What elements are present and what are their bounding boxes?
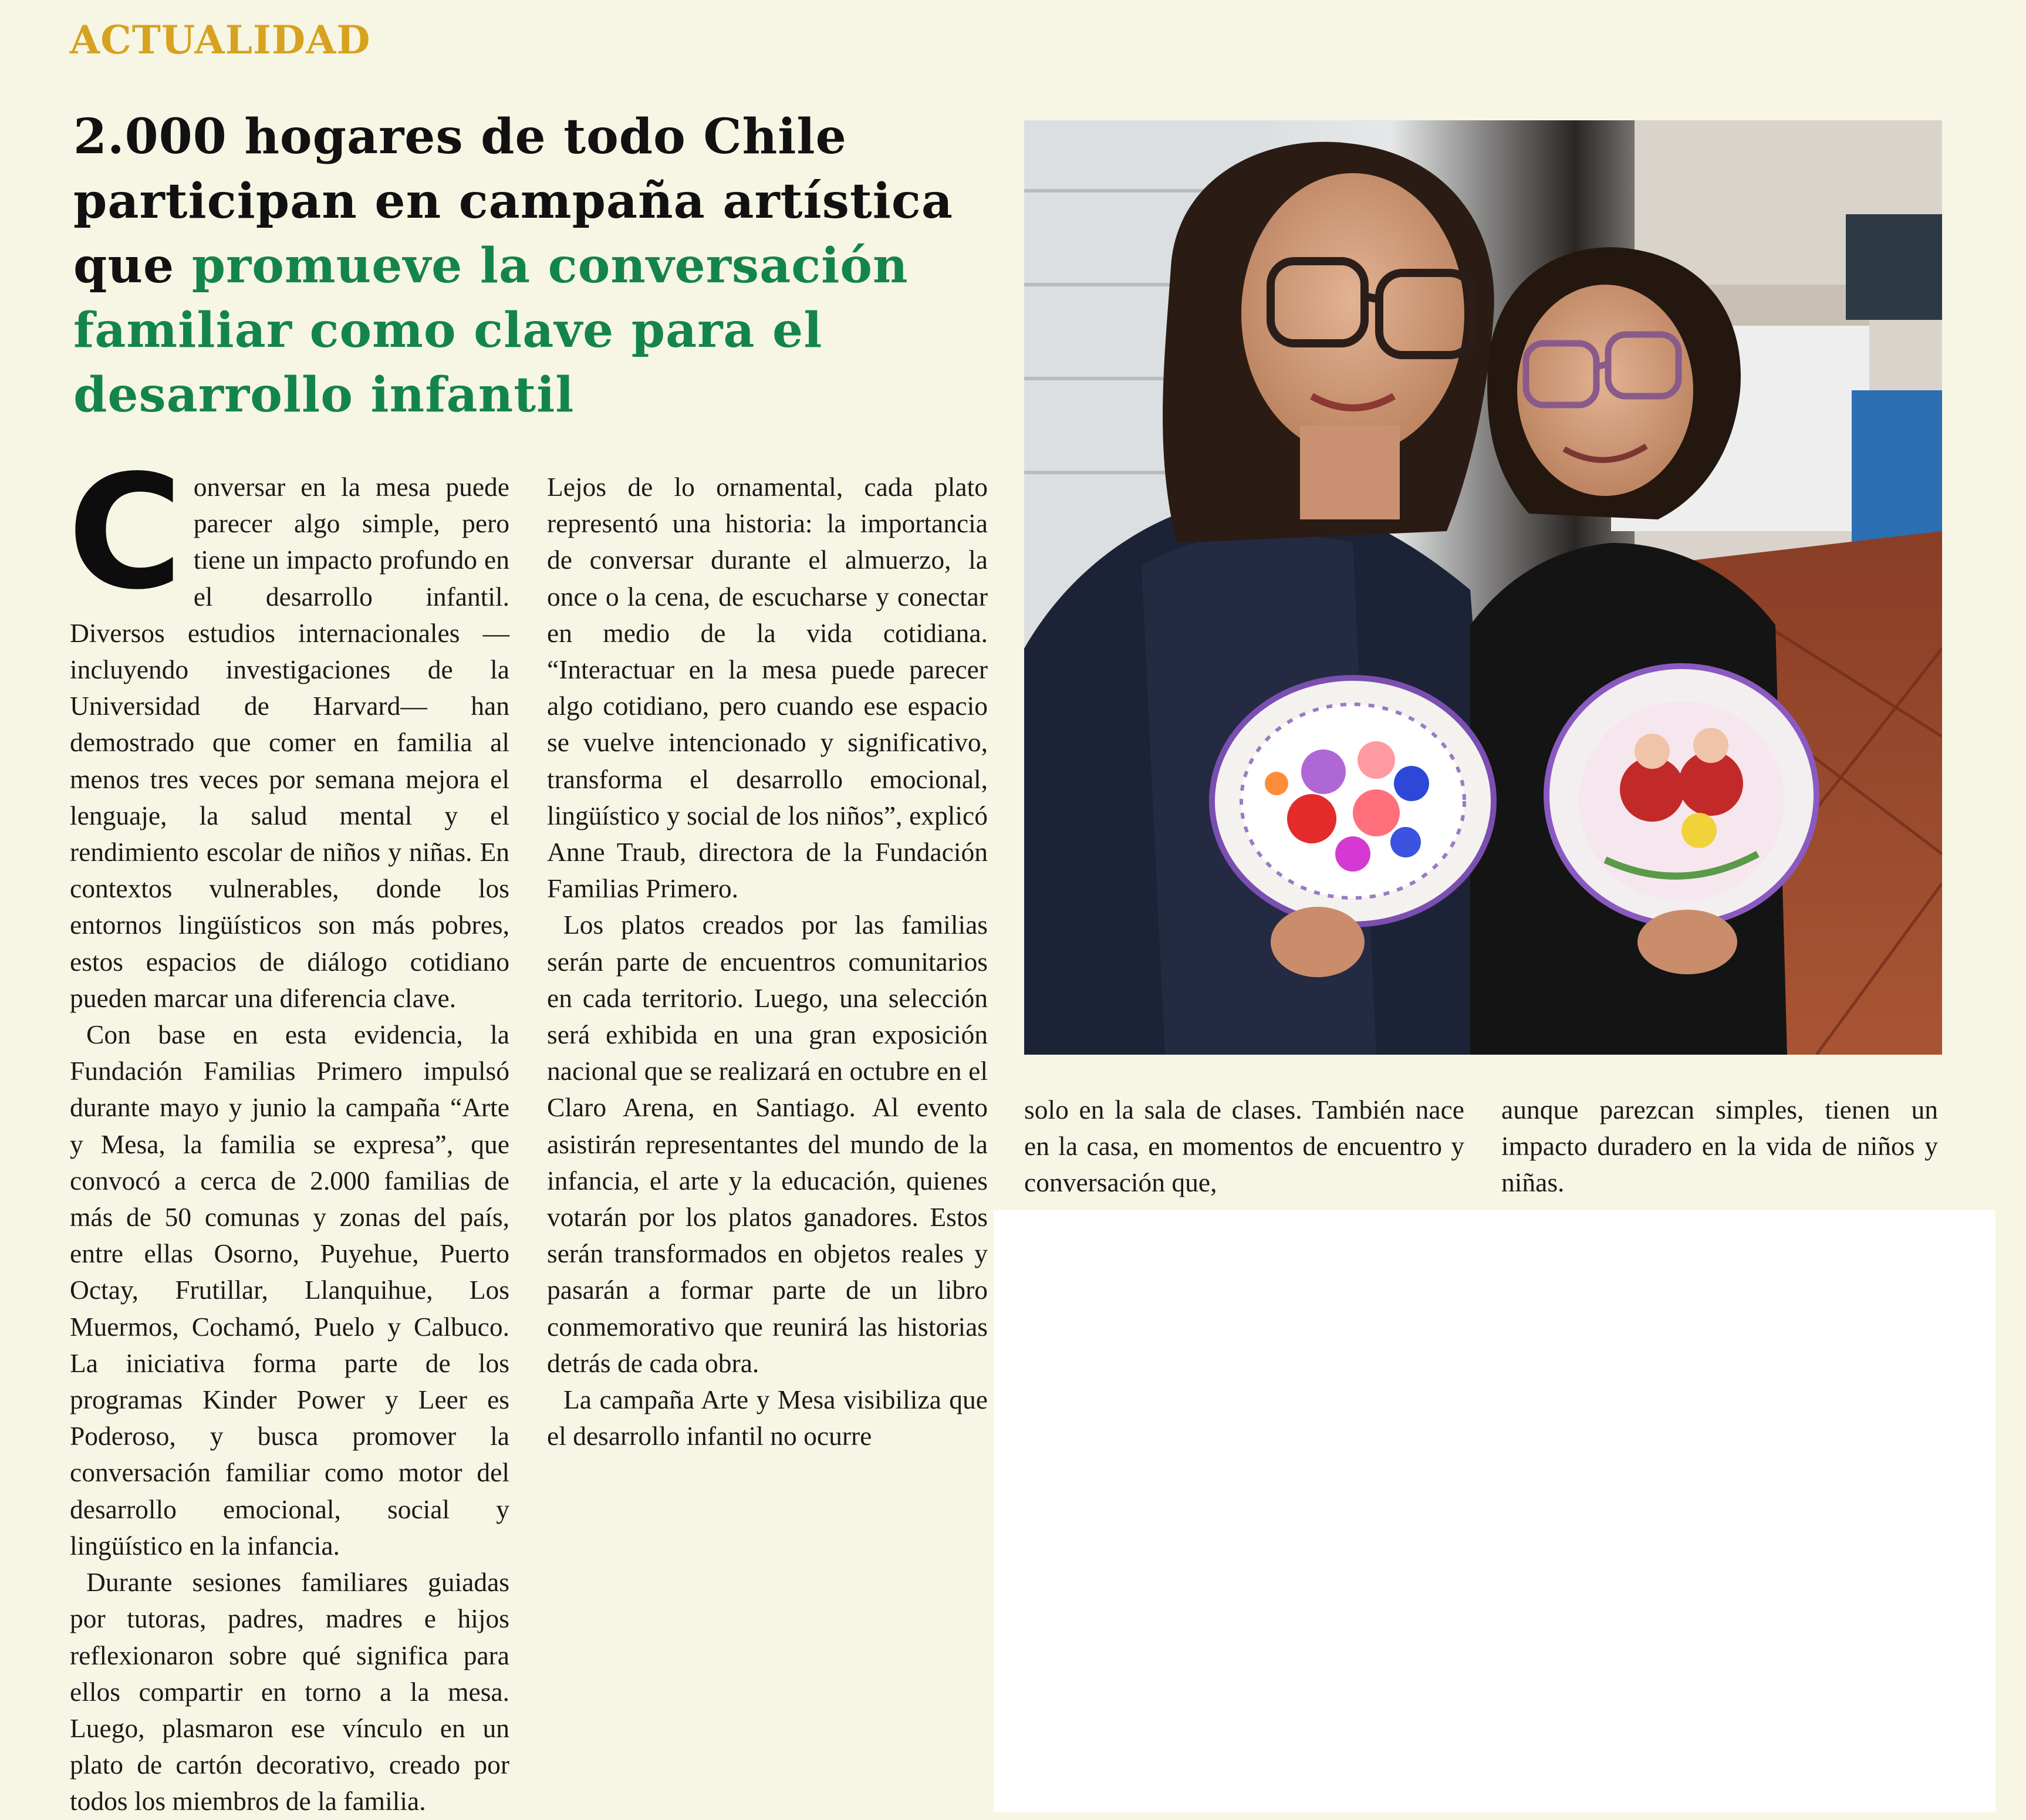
article-column-3 [1024, 1092, 1464, 1201]
paragraph-5: Los platos creados por las familias serán parte de encuentros comunitarios en cada territorio. Luego, una selección será exhibida en una gran exposición nacional que se realizará en octubre en el Claro Arena, en Santiago. Al evento asistirán representantes del mundo de la infancia, el arte y la educación, quienes votarán por los platos ganadores. Estos serán transformados en objetos reales y pasarán a formar parte de un libro conmemorativo que reunirá las historias detrás de cada obra. [547, 910, 988, 1378]
paragraph-2: Con base en esta evidencia, la Fundación Familias Primero impulsó durante mayo y junio la campaña “Arte y Mesa, la familia se expresa”, que convocó a cerca de 2.000 familias de más de 50 comunas y zonas del país, entre ellas Osorno, Puyehue, Puerto Octay, Frutillar, Llanquihue, Los Muermos, Cochamó, Puelo y Calbuco. La iniciativa forma parte de los programas Kinder Power y Leer es Poderoso, y busca promover la conversación familiar como motor del desarrollo emocional, social y lingüístico en la infancia. [70, 1019, 509, 1561]
paragraph-3: Durante sesiones familiares guiadas por tutoras, padres, madres e hijos reflexionaron sobre qué significa para ellos compartir en torno a la mesa. Luego, plasmaron ese vínculo en un plato de cartón decorativo, creado por todos los miembros de la familia. [70, 1567, 509, 1816]
headline-green: promueve la conversación familiar como clave para el desarrollo infantil [73, 238, 909, 423]
plate-left [1212, 678, 1494, 924]
article-column-2 [547, 469, 988, 1454]
paragraph-6-start: La campaña Arte y Mesa visibiliza que el desarrollo infantil no ocurre [547, 1385, 988, 1451]
blank-area [994, 1210, 1995, 1812]
plate-right [1546, 666, 1816, 924]
article-column-1 [67, 441, 509, 1820]
article-photo [1024, 120, 1942, 1055]
paragraph-1: Conversar en la mesa puede parecer algo simple, pero tiene un impacto profundo en el desarrollo infantil. Diversos estudios internacionales —incluyendo investigaciones de la Universidad de Harvard— han demostrado que comer en familia al menos tres veces por semana mejora el lenguaje, la salud mental y el rendimiento escolar de niños y niñas. En contextos vulnerables, donde los entornos lingüísticos son más pobres, estos espacios de diálogo cotidiano pueden marcar una diferencia clave. [67, 441, 509, 1013]
paragraph-4: Lejos de lo ornamental, cada plato representó una historia: la importancia de conversar durante el almuerzo, la once o la cena, de escucharse y conectar en medio de la vida cotidiana. “Interactuar en la mesa puede parecer algo cotidiano, pero cuando ese espacio se vuelve intencionado y significativo, transforma el desarrollo emocional, lingüístico y social de los niños”, explicó Anne Traub, directora de la Fundación Familias Primero. [547, 472, 988, 904]
headline [73, 104, 1001, 427]
paragraph-6-middle: solo en la sala de clases. También nace en la casa, en momentos de encuentro y conversación que, [1024, 1095, 1464, 1198]
article-column-4 [1501, 1092, 1938, 1201]
drop-cap: C [67, 441, 183, 624]
headline-black: 2.000 hogares de todo Chile participan en campaña artística que [73, 109, 953, 294]
paragraph-6-end: aunque parezcan simples, tienen un impacto duradero en la vida de niños y niñas. [1501, 1095, 1938, 1198]
section-label: ACTUALIDAD [70, 17, 371, 63]
